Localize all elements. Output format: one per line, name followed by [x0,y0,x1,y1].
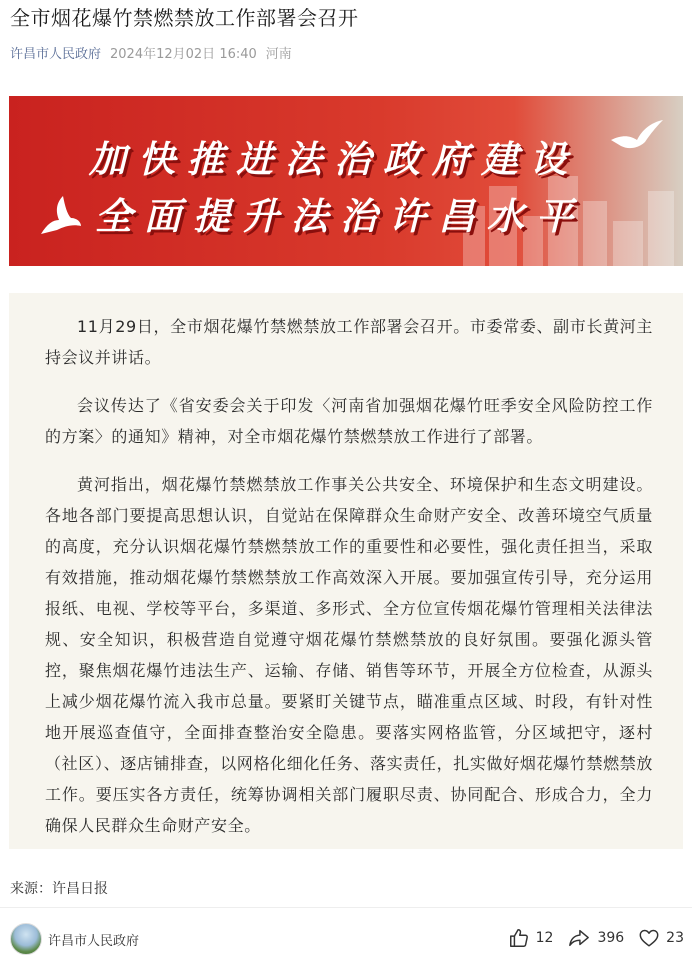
divider [0,907,692,908]
favorite-count: 23 [666,930,684,946]
banner-slogan-line2: 全面提升法治许昌水平 [95,195,585,238]
region-tag: 河南 [265,47,292,62]
article-source: 来源：许昌日报 [10,881,108,897]
account-avatar[interactable] [10,923,42,955]
article-title: 全市烟花爆竹禁燃禁放工作部署会召开 [10,6,359,30]
banner-slogan-line1: 加快推进法治政府建设 [89,138,579,181]
article-paragraph: 11月29日，全市烟花爆竹禁燃禁放工作部署会召开。市委常委、副市长黄河主持会议并讲话。 [45,317,653,367]
share-button[interactable] [567,927,624,949]
share-count: 396 [597,930,625,946]
dove-icon [37,194,83,236]
author-link[interactable]: 许昌市人民政府 [10,47,102,62]
article-paragraph: 黄河指出，烟花爆竹禁燃禁放工作事关公共安全、环境保护和生态文明建设。各地各部门要提高思想认识，自觉站在保障群众生命财产安全、改善环境空气质量的高度，充分认识烟花爆竹禁燃禁放工作的重要性和必要性，强化责任担当，采取有效措施，推动烟花爆竹禁燃禁放工作高效深入开展。要加强宣传引导，充分运用报纸、电视、学校等平台，多渠道、多形式、全方位宣传烟花爆竹管理相关法律法规、安全知识，积极营造自觉遵守烟花爆竹禁燃禁放的良好氛围。要强化源头管控，聚焦烟花爆竹违法生产、运输、存储、销售等环节，开展全方位检查，从源头上减少烟花爆竹流入我市总量。要紧盯关键节点，瞄准重点区域、时段，有针对性地开展巡查值守，全面排查整治安全隐患。要落实网格监管，分区域把守，逐村（社区）、逐店铺排查，以网格化细化任务、落实责任，扎实做好烟花爆竹禁燃禁放工作。要压实各方责任，统筹协调相关部门履职尽责、协同配合、形成合力，全力确保人民群众生命财产安全。 [45,475,653,835]
publish-datetime: 2024年12月02日 16:40 [110,47,257,62]
favorite-button[interactable] [638,927,684,949]
like-count: 12 [535,930,554,946]
heart-icon [638,927,660,949]
article-body [9,293,683,849]
article-footer [0,915,692,961]
like-button[interactable] [508,927,554,949]
share-icon [567,927,591,949]
account-name[interactable]: 许昌市人民政府 [48,934,140,949]
dove-icon [609,118,665,154]
banner-image [9,96,683,266]
thumbs-up-icon [508,927,530,949]
article-meta [10,46,292,64]
engagement-stats [494,927,684,949]
article-paragraph: 会议传达了《省安委会关于印发〈河南省加强烟花爆竹旺季安全风险防控工作的方案〉的通知》精神，对全市烟花爆竹禁燃禁放工作进行了部署。 [45,396,653,446]
